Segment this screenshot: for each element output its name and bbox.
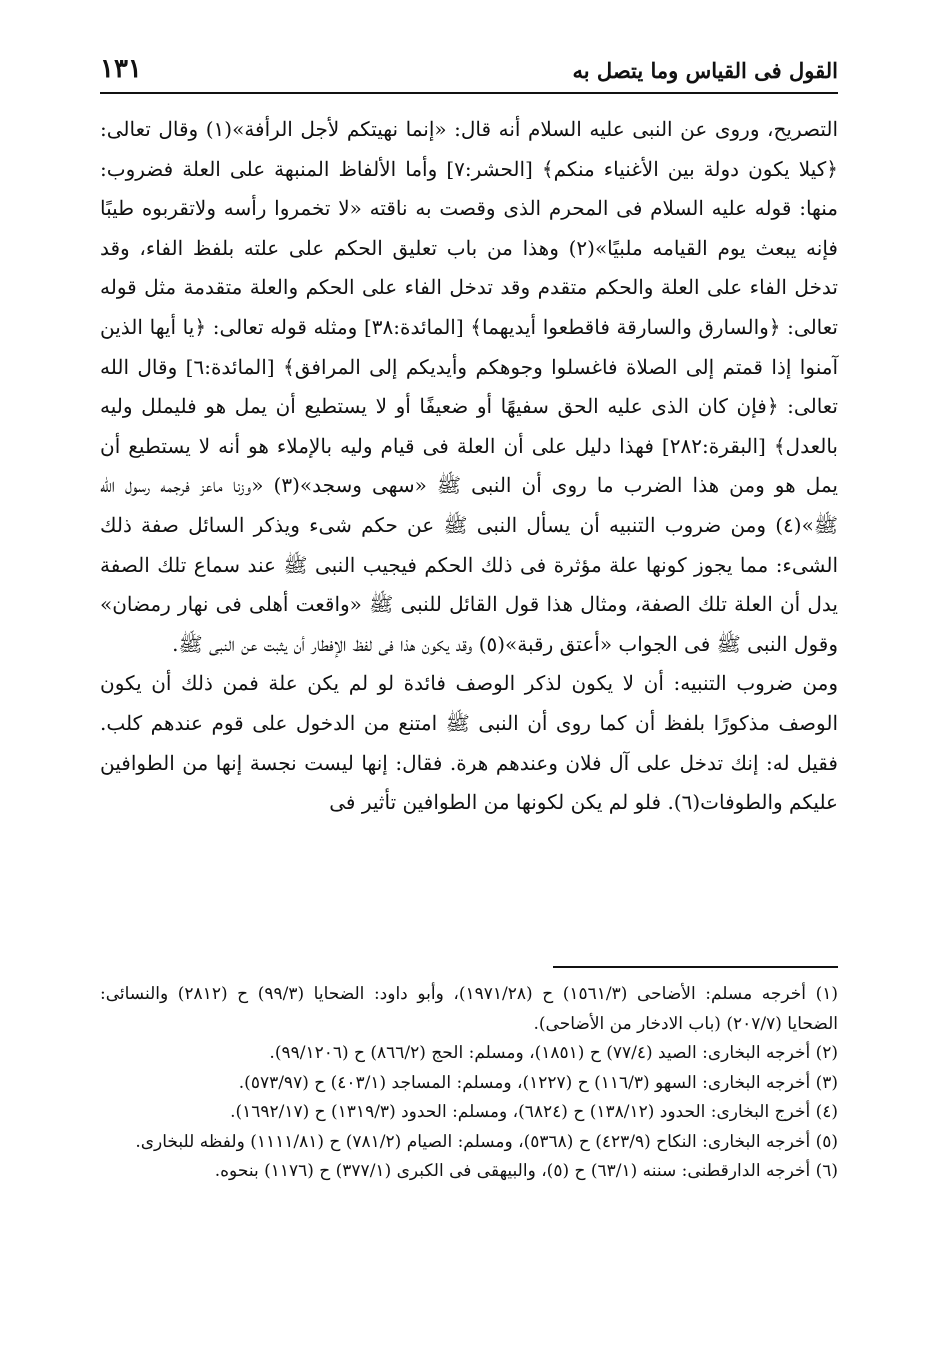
footnote-separator — [553, 966, 838, 968]
footnote: (١) أخرجه مسلم: الأضاحى (١٥٦١/٣) ح (١٩٧١/٢٨)، وأبو داود: الضحايا (٩٩/٣) ح (٢٨١٢) والنسائى: الضحايا (٢٠٧/٧) (باب الادخار من الأضاحى). — [100, 984, 838, 1034]
paragraph: ومن ضروب التنبيه: أن لا يكون لذكر الوصف فائدة لو لم يكن علة فمن ذلك أن يكون الوصف مذكورًا بلفظ أن كما روى أن النبى ﷺ امتنع من الدخول على قوم عندهم كلب. فقيل له: إنك تدخل على آل فلان وعندهم هرة. فقال: إنها ليست نجسة إنها من الطوافين عليكم والطوفات(٦). فلو لم يكن لكونها من الطوافين تأثير فى — [100, 671, 838, 815]
running-title: القول فى القياس وما يتصل به — [572, 58, 838, 83]
footnote: (٣) أخرجه البخارى: السهو (١١٦/٣) ح (١٢٢٧)، ومسلم: المساجد (٤٠٣/١) ح (٥٧٣/٩٧). — [238, 1072, 838, 1093]
footnote: (٥) أخرجه البخارى: النكاح (٤٢٣/٩) ح (٥٣٦٨)، ومسلم: الصيام (٧٨١/٢) ح (١١١١/٨١) ولفظه للبخارى. — [135, 1131, 838, 1152]
page-number: ١٣١ — [100, 54, 142, 84]
main-text — [100, 110, 838, 823]
footnotes — [100, 980, 838, 1187]
page-header — [100, 52, 838, 94]
paragraph: التصريح، وروى عن النبى عليه السلام أنه قال: «إنما نهيتكم لأجل الرأفة»(١) وقال تعالى: ﴿كيلا يكون دولة بين الأغنياء منكم﴾ [الحشر:٧] وأما الألفاظ المنبهة على العلة فضروب: منها: قوله عليه السلام فى المحرم الذى وقصت به ناقته «لا تخمروا رأسه ولاتقربوه طيبًا فإنه يبعث يوم القيامه ملبيًا»(٢) وهذا من باب تعليق الحكم على علته بلفظ الفاء، وقد تدخل الفاء على العلة والحكم متقدم وقد تدخل الفاء على الحكم والعلة متقدمة مثل قوله تعالى: ﴿والسارق والسارقة فاقطعوا أيديهما﴾ [المائدة:٣٨] ومثله قوله تعالى: ﴿يا أيها الذين آمنوا إذا قمتم إلى الصلاة فاغسلوا وجوهكم وأيديكم إلى المرافق﴾ [المائدة:٦] وقال الله تعالى: ﴿فإن كان الذى عليه الحق سفيهًا أو ضعيفًا أو لا يستطيع أن يمل هو فليملل وليه بالعدل﴾ [البقرة:٢٨٢] فهذا دليل على أن العلة فى قيام وليه بالإملاء هو أنه لا يستطيع أن يمل هو ومن هذا الضرب ما روى أن النبى ﷺ «سهى وسجد»(٣) «وزنا ماعز فرجمه رسول الله ﷺ»(٤) ومن ضروب التنبيه أن يسأل النبى ﷺ عن حكم شىء ويذكر السائل صفة ذلك الشىء: مما يجوز كونها علة مؤثرة فى ذلك الحكم فيجيب النبى ﷺ عند سماع تلك الصفة يدل أن العلة تلك الصفة، ومثال هذا قول القائل للنبى ﷺ «واقعت أهلى فى نهار رمضان» وقول النبى ﷺ فى الجواب «أعتق رقبة»(٥) وقد يكون هذا فى لفظ الإفطار أن يثبت عن النبى ﷺ. — [100, 117, 839, 656]
footnote: (٤) أخرج البخارى: الحدود (١٣٨/١٢) ح (٦٨٢٤)، ومسلم: الحدود (١٣١٩/٣) ح (١٦٩٢/١٧). — [230, 1102, 838, 1122]
footnote: (٢) أخرجه البخارى: الصيد (٧٧/٤) ح (١٨٥١)، ومسلم: الحج (٨٦٦/٢) ح (٩٩/١٢٠٦). — [269, 1043, 838, 1063]
footnote: (٦) أخرجه الدارقطنى: سننه (٦٣/١) ح (٥)، والبيهقى فى الكبرى (٣٧٧/١) ح (١١٧٦) بنحوه. — [214, 1161, 838, 1181]
